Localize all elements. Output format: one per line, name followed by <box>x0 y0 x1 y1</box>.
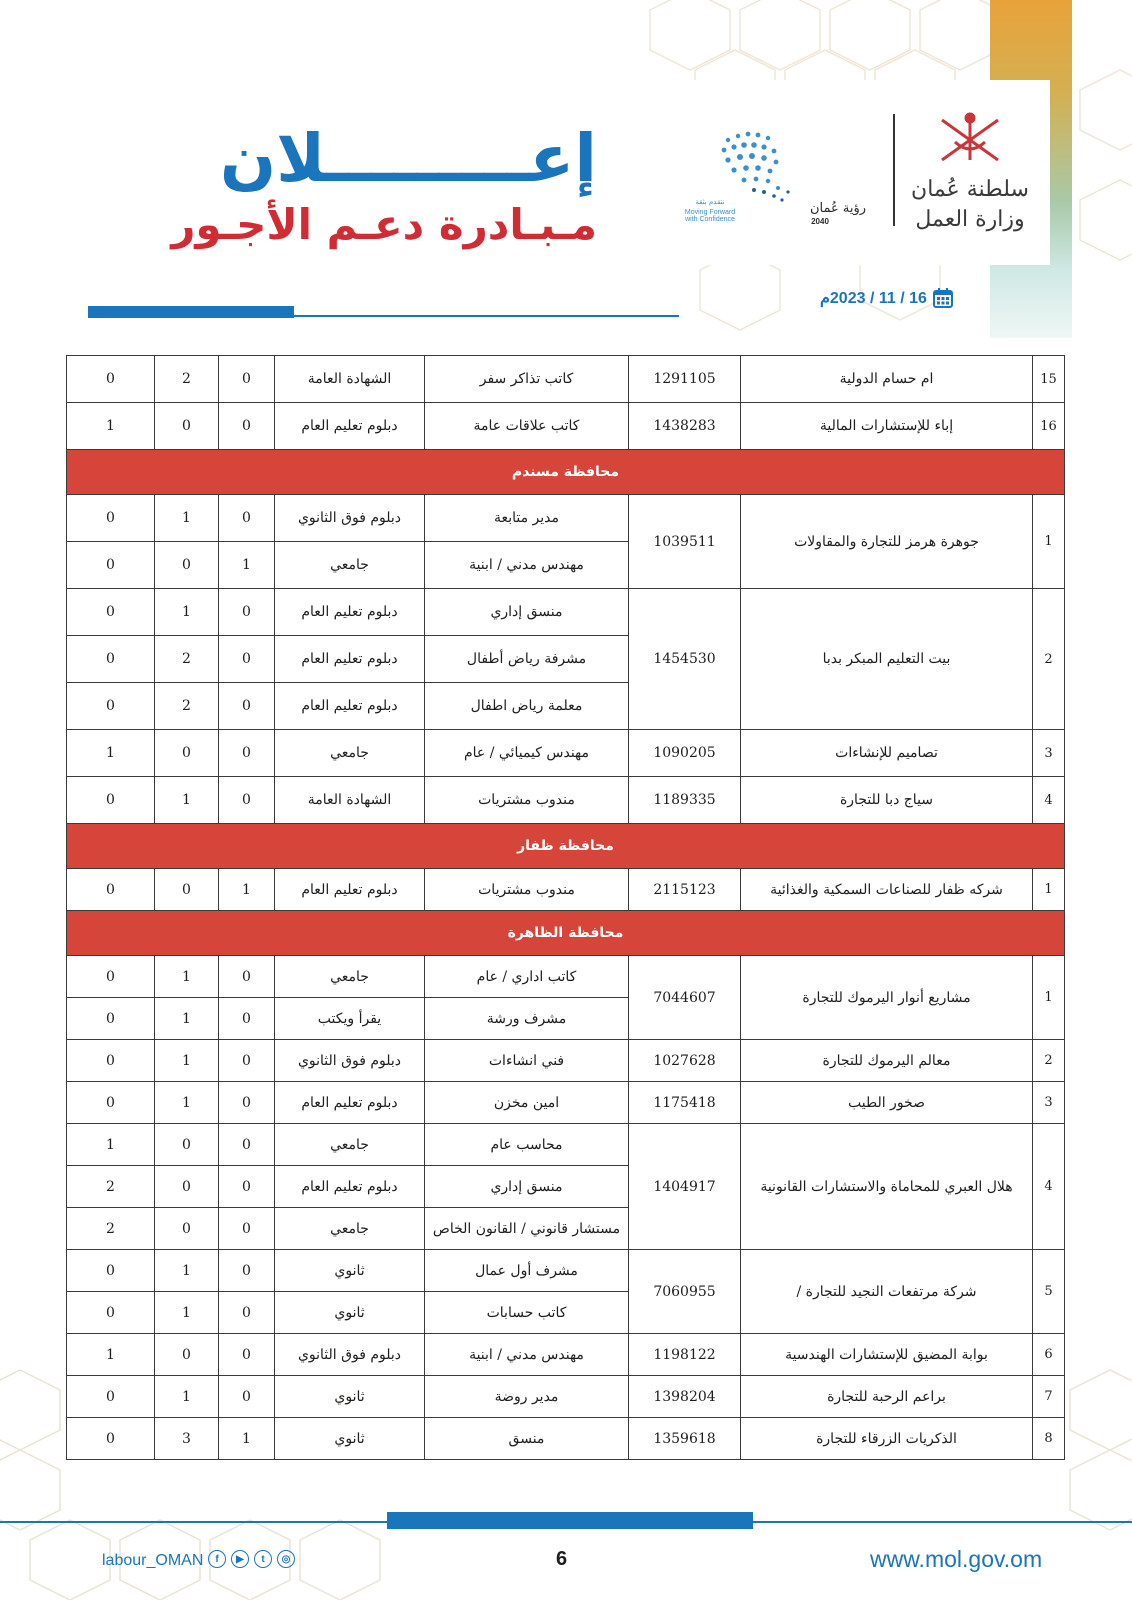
company-name-cell: إباء للإستشارات المالية <box>741 403 1033 450</box>
qualification-cell: دبلوم تعليم العام <box>275 869 425 911</box>
count-cell-2: 2 <box>155 683 219 730</box>
count-cell-3: 0 <box>67 1040 155 1082</box>
commercial-register-cell: 1027628 <box>629 1040 741 1082</box>
job-title-cell: كاتب علاقات عامة <box>425 403 629 450</box>
job-title-cell: مهندس مدني / ابنية <box>425 542 629 589</box>
count-cell-2: 1 <box>155 495 219 542</box>
governorate-header-row <box>67 911 1065 956</box>
count-cell-2: 1 <box>155 777 219 824</box>
row-number-cell: 1 <box>1033 869 1065 911</box>
count-cell-1: 0 <box>219 589 275 636</box>
row-number-cell: 7 <box>1033 1376 1065 1418</box>
count-cell-3: 1 <box>67 1124 155 1166</box>
job-title-cell: مشرفة رياض أطفال <box>425 636 629 683</box>
announcement-title: إعـــــــــلان <box>219 120 597 197</box>
count-cell-2: 2 <box>155 636 219 683</box>
company-name-cell: براعم الرحبة للتجارة <box>741 1376 1033 1418</box>
qualification-cell: دبلوم فوق الثانوي <box>275 1334 425 1376</box>
count-cell-3: 0 <box>67 956 155 998</box>
commercial-register-cell: 1404917 <box>629 1124 741 1250</box>
table-row <box>67 495 1065 542</box>
commercial-register-cell: 2115123 <box>629 869 741 911</box>
count-cell-1: 0 <box>219 403 275 450</box>
count-cell-2: 0 <box>155 1166 219 1208</box>
table-row <box>67 1124 1065 1166</box>
company-name-cell: صخور الطيب <box>741 1082 1033 1124</box>
job-title-cell: مندوب مشتريات <box>425 777 629 824</box>
job-title-cell: مهندس مدني / ابنية <box>425 1334 629 1376</box>
governorate-name: محافظة مسندم <box>67 450 1065 495</box>
date-row <box>820 288 953 308</box>
count-cell-1: 0 <box>219 1124 275 1166</box>
commercial-register-cell: 1198122 <box>629 1334 741 1376</box>
job-title-cell: منسق <box>425 1418 629 1460</box>
commercial-register-cell: 1090205 <box>629 730 741 777</box>
qualification-cell: دبلوم تعليم العام <box>275 589 425 636</box>
facebook-icon[interactable]: f <box>208 1550 226 1568</box>
commercial-register-cell: 1359618 <box>629 1418 741 1460</box>
commercial-register-cell: 1291105 <box>629 356 741 403</box>
count-cell-2: 0 <box>155 542 219 589</box>
count-cell-3: 0 <box>67 542 155 589</box>
qualification-cell: يقرأ ويكتب <box>275 998 425 1040</box>
row-number-cell: 4 <box>1033 1124 1065 1250</box>
company-name-cell: سياج دبا للتجارة <box>741 777 1033 824</box>
vision-tagline-en-2: with Confidence <box>685 216 735 223</box>
company-name-cell: الذكريات الزرقاء للتجارة <box>741 1418 1033 1460</box>
row-number-cell: 5 <box>1033 1250 1065 1334</box>
job-title-cell: مشرف أول عمال <box>425 1250 629 1292</box>
row-number-cell: 1 <box>1033 495 1065 589</box>
company-name-cell: بيت التعليم المبكر بدبا <box>741 589 1033 730</box>
qualification-cell: جامعي <box>275 1208 425 1250</box>
commercial-register-cell: 7060955 <box>629 1250 741 1334</box>
qualification-cell: دبلوم فوق الثانوي <box>275 1040 425 1082</box>
row-number-cell: 3 <box>1033 730 1065 777</box>
row-number-cell: 2 <box>1033 589 1065 730</box>
count-cell-2: 0 <box>155 730 219 777</box>
count-cell-3: 1 <box>67 730 155 777</box>
header-rule-thick <box>88 306 294 318</box>
website-link[interactable]: www.mol.gov.om <box>870 1546 1043 1572</box>
commercial-register-cell: 1454530 <box>629 589 741 730</box>
count-cell-1: 0 <box>219 1166 275 1208</box>
vision-name: رؤية عُمان <box>809 201 867 216</box>
count-cell-3: 1 <box>67 403 155 450</box>
commercial-register-cell: 7044607 <box>629 956 741 1040</box>
table-row <box>67 1040 1065 1082</box>
count-cell-2: 0 <box>155 1208 219 1250</box>
job-title-cell: كاتب تذاكر سفر <box>425 356 629 403</box>
instagram-icon[interactable]: ◎ <box>277 1550 295 1568</box>
count-cell-3: 0 <box>67 356 155 403</box>
table-row <box>67 589 1065 636</box>
job-title-cell: منسق إداري <box>425 589 629 636</box>
count-cell-2: 0 <box>155 869 219 911</box>
count-cell-3: 0 <box>67 1418 155 1460</box>
row-number-cell: 2 <box>1033 1040 1065 1082</box>
governorate-header-row <box>67 450 1065 495</box>
count-cell-2: 1 <box>155 1040 219 1082</box>
company-name-cell: مشاريع أنوار اليرموك للتجارة <box>741 956 1033 1040</box>
row-number-cell: 16 <box>1033 403 1065 450</box>
accent-bar-teal <box>990 268 1072 338</box>
initiative-subtitle: مـبـادرة دعـم الأجـور <box>171 200 597 249</box>
count-cell-1: 0 <box>219 1292 275 1334</box>
count-cell-2: 0 <box>155 403 219 450</box>
commercial-register-cell: 1189335 <box>629 777 741 824</box>
job-title-cell: محاسب عام <box>425 1124 629 1166</box>
social-handle[interactable]: labour_OMAN <box>102 1552 204 1569</box>
job-title-cell: كاتب اداري / عام <box>425 956 629 998</box>
table-row <box>67 1334 1065 1376</box>
table-row <box>67 1376 1065 1418</box>
qualification-cell: دبلوم فوق الثانوي <box>275 495 425 542</box>
job-title-cell: منسق إداري <box>425 1166 629 1208</box>
qualification-cell: الشهادة العامة <box>275 777 425 824</box>
qualification-cell: جامعي <box>275 542 425 589</box>
company-name-cell: شركة مرتفعات النجيد للتجارة / <box>741 1250 1033 1334</box>
count-cell-1: 0 <box>219 356 275 403</box>
table-row <box>67 956 1065 998</box>
qualification-cell: الشهادة العامة <box>275 356 425 403</box>
row-number-cell: 3 <box>1033 1082 1065 1124</box>
job-title-cell: مندوب مشتريات <box>425 869 629 911</box>
count-cell-2: 1 <box>155 589 219 636</box>
governorate-header-row <box>67 824 1065 869</box>
count-cell-3: 2 <box>67 1208 155 1250</box>
qualification-cell: ثانوي <box>275 1250 425 1292</box>
job-title-cell: مشرف ورشة <box>425 998 629 1040</box>
count-cell-3: 0 <box>67 777 155 824</box>
vacancies-table <box>66 355 1065 1460</box>
commercial-register-cell: 1039511 <box>629 495 741 589</box>
row-number-cell: 1 <box>1033 956 1065 1040</box>
qualification-cell: دبلوم تعليم العام <box>275 403 425 450</box>
vacancies-table-body <box>67 356 1065 1460</box>
count-cell-1: 0 <box>219 1082 275 1124</box>
count-cell-1: 1 <box>219 1418 275 1460</box>
count-cell-1: 0 <box>219 636 275 683</box>
vision-tagline-ar: نتقدم بثقة <box>695 198 725 206</box>
oman-vision-2040-logo <box>684 120 888 235</box>
company-name-cell: معالم اليرموك للتجارة <box>741 1040 1033 1082</box>
ministry-name-line2: وزارة العمل <box>915 207 1025 232</box>
page-number: 6 <box>556 1548 568 1570</box>
governorate-name: محافظة الظاهرة <box>67 911 1065 956</box>
count-cell-3: 0 <box>67 1292 155 1334</box>
logo-divider <box>893 114 895 226</box>
table-row <box>67 1418 1065 1460</box>
count-cell-2: 1 <box>155 1376 219 1418</box>
twitter-icon[interactable]: t <box>254 1550 272 1568</box>
company-name-cell: هلال العبري للمحاماة والاستشارات القانونية <box>741 1124 1033 1250</box>
count-cell-1: 0 <box>219 998 275 1040</box>
job-title-cell: معلمة رياض اطفال <box>425 683 629 730</box>
row-number-cell: 6 <box>1033 1334 1065 1376</box>
count-cell-3: 0 <box>67 1376 155 1418</box>
count-cell-2: 1 <box>155 998 219 1040</box>
count-cell-2: 1 <box>155 1082 219 1124</box>
youtube-icon[interactable]: ▶ <box>231 1550 249 1568</box>
count-cell-3: 0 <box>67 998 155 1040</box>
table-row <box>67 869 1065 911</box>
qualification-cell: دبلوم تعليم العام <box>275 1082 425 1124</box>
row-number-cell: 4 <box>1033 777 1065 824</box>
announcement-date: 16 / 11 / 2023م <box>820 290 927 307</box>
table-row <box>67 356 1065 403</box>
job-title-cell: مدير متابعة <box>425 495 629 542</box>
qualification-cell: جامعي <box>275 956 425 998</box>
count-cell-3: 0 <box>67 636 155 683</box>
qualification-cell: دبلوم تعليم العام <box>275 683 425 730</box>
vision-year: 2040 <box>811 217 829 226</box>
commercial-register-cell: 1438283 <box>629 403 741 450</box>
count-cell-1: 1 <box>219 542 275 589</box>
social-icons <box>208 1550 295 1568</box>
table-row <box>67 1250 1065 1292</box>
job-title-cell: امين مخزن <box>425 1082 629 1124</box>
table-row <box>67 777 1065 824</box>
count-cell-2: 0 <box>155 1124 219 1166</box>
count-cell-1: 0 <box>219 495 275 542</box>
commercial-register-cell: 1175418 <box>629 1082 741 1124</box>
count-cell-3: 1 <box>67 1334 155 1376</box>
count-cell-2: 1 <box>155 956 219 998</box>
job-title-cell: مدير روضة <box>425 1376 629 1418</box>
count-cell-1: 0 <box>219 1334 275 1376</box>
company-name-cell: جوهرة هرمز للتجارة والمقاولات <box>741 495 1033 589</box>
count-cell-2: 0 <box>155 1334 219 1376</box>
job-title-cell: مهندس كيميائي / عام <box>425 730 629 777</box>
count-cell-2: 3 <box>155 1418 219 1460</box>
qualification-cell: جامعي <box>275 1124 425 1166</box>
ministry-of-labour-emblem <box>911 108 1029 238</box>
count-cell-2: 1 <box>155 1292 219 1334</box>
calendar-icon <box>933 288 953 308</box>
ministry-name-line1: سلطنة عُمان <box>911 177 1029 202</box>
count-cell-3: 0 <box>67 495 155 542</box>
table-row <box>67 403 1065 450</box>
count-cell-3: 2 <box>67 1166 155 1208</box>
qualification-cell: جامعي <box>275 730 425 777</box>
company-name-cell: ام حسام الدولية <box>741 356 1033 403</box>
footer-bar <box>387 1512 753 1529</box>
qualification-cell: ثانوي <box>275 1376 425 1418</box>
vacancies-table-wrapper <box>66 355 1064 1460</box>
count-cell-2: 1 <box>155 1250 219 1292</box>
count-cell-1: 0 <box>219 683 275 730</box>
count-cell-3: 0 <box>67 869 155 911</box>
count-cell-3: 0 <box>67 1250 155 1292</box>
job-title-cell: مستشار قانوني / القانون الخاص <box>425 1208 629 1250</box>
qualification-cell: دبلوم تعليم العام <box>275 636 425 683</box>
count-cell-1: 0 <box>219 1208 275 1250</box>
count-cell-3: 0 <box>67 589 155 636</box>
qualification-cell: ثانوي <box>275 1292 425 1334</box>
count-cell-1: 0 <box>219 730 275 777</box>
vision-tagline-en-1: Moving Forward <box>684 209 736 216</box>
qualification-cell: دبلوم تعليم العام <box>275 1166 425 1208</box>
count-cell-1: 1 <box>219 869 275 911</box>
company-name-cell: شركه ظفار للصناعات السمكية والغذائية <box>741 869 1033 911</box>
count-cell-1: 0 <box>219 1250 275 1292</box>
qualification-cell: ثانوي <box>275 1418 425 1460</box>
row-number-cell: 8 <box>1033 1418 1065 1460</box>
job-title-cell: كاتب حسابات <box>425 1292 629 1334</box>
company-name-cell: تصاميم للإنشاءات <box>741 730 1033 777</box>
table-row <box>67 1082 1065 1124</box>
company-name-cell: بوابة المضيق للإستشارات الهندسية <box>741 1334 1033 1376</box>
table-row <box>67 730 1065 777</box>
governorate-name: محافظة ظفار <box>67 824 1065 869</box>
count-cell-1: 0 <box>219 1376 275 1418</box>
count-cell-2: 2 <box>155 356 219 403</box>
count-cell-1: 0 <box>219 777 275 824</box>
count-cell-3: 0 <box>67 683 155 730</box>
header-rule-thin <box>294 315 679 317</box>
row-number-cell: 15 <box>1033 356 1065 403</box>
count-cell-1: 0 <box>219 956 275 998</box>
job-title-cell: فني انشاءات <box>425 1040 629 1082</box>
count-cell-1: 0 <box>219 1040 275 1082</box>
commercial-register-cell: 1398204 <box>629 1376 741 1418</box>
count-cell-3: 0 <box>67 1082 155 1124</box>
